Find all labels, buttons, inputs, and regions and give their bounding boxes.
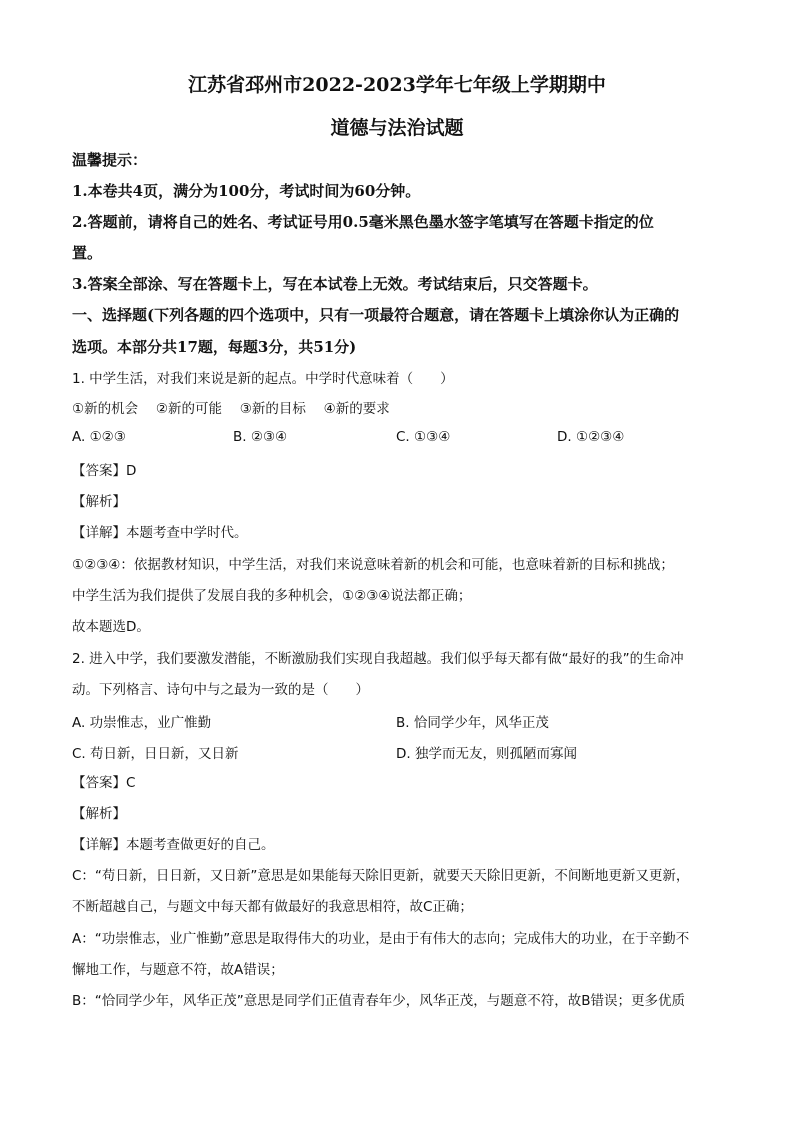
section-instruction: 一、选择题(下列各题的四个选项中，只有一项最符合题意，请在答题卡上填涂你认为正确的 (72, 306, 680, 324)
q1-option-a: A. ①②③ (72, 429, 126, 445)
exam-title: 江苏省邳州市2022-2023学年七年级上学期期中 (188, 74, 606, 96)
q2-explanation-3: A：“功崇惟志，业广惟勤”意思是取得伟大的功业，是由于有伟大的志向；完成伟大的功业，在于辛勤不 (72, 931, 690, 947)
q2-explanation-1: C：“苟日新，日日新，又日新”意思是如果能每天除旧更新，就要天天除旧更新，不间断地更新又更新， (72, 868, 690, 884)
q2-explanation-4: 懈地工作，与题意不符，故A错误； (72, 962, 284, 978)
q1-answer: 【答案】D (72, 463, 137, 479)
q1-explanation-3: 故本题选D。 (72, 619, 150, 635)
q1-analysis-label: 【解析】 (72, 494, 126, 510)
q2-option-b: B. 恰同学少年，风华正茂 (396, 715, 549, 731)
q1-explanation-2: 中学生活为我们提供了发展自我的多种机会，①②③④说法都正确； (72, 588, 472, 604)
q1-explanation-1: ①②③④：依据教材知识，中学生活，对我们来说意味着新的机会和可能，也意味着新的目标和挑战； (72, 557, 674, 573)
exam-subtitle: 道德与法治试题 (330, 117, 464, 139)
q1-option-d: D. ①②③④ (557, 429, 625, 445)
notice-item-2-cont: 置。 (72, 244, 103, 262)
q2-analysis-label: 【解析】 (72, 806, 126, 822)
q1-stem: 1. 中学生活，对我们来说是新的起点。中学时代意味着（ ） (72, 371, 454, 387)
q2-stem: 2. 进入中学，我们要激发潜能，不断激励我们实现自我超越。我们似乎每天都有做“最好的我”的生命冲 (72, 651, 684, 667)
q2-stem-cont: 动。下列格言、诗句中与之最为一致的是（ ） (72, 682, 369, 698)
section-instruction-cont: 选项。本部分共17题，每题3分，共51分) (72, 338, 357, 356)
notice-item-2: 2.答题前，请将自己的姓名、考试证号用0.5毫米黑色墨水签字笔填写在答题卡指定的位 (72, 213, 654, 231)
notice-item-3: 3.答案全部涂、写在答题卡上，写在本试卷上无效。考试结束后，只交答题卡。 (72, 275, 598, 293)
q1-option-b: B. ②③④ (233, 429, 288, 445)
q2-detail: 【详解】本题考查做更好的自己。 (72, 837, 275, 853)
q1-detail: 【详解】本题考查中学时代。 (72, 525, 248, 541)
q2-option-c: C. 苟日新，日日新，又日新 (72, 746, 239, 762)
q2-option-d: D. 独学而无友，则孤陋而寡闻 (396, 746, 577, 762)
notice-item-1: 1.本卷共4页，满分为100分，考试时间为60分钟。 (72, 182, 421, 200)
q2-option-a: A. 功崇惟志，业广惟勤 (72, 715, 212, 731)
notice-heading: 温馨提示： (72, 151, 148, 169)
q1-option-c: C. ①③④ (396, 429, 451, 445)
q2-explanation-2: 不断超越自己，与题文中每天都有做最好的我意思相符，故C正确； (72, 899, 473, 915)
q2-answer: 【答案】C (72, 775, 136, 791)
q2-explanation-5: B：“恰同学少年，风华正茂”意思是同学们正值青春年少，风华正茂，与题意不符，故B错误；更多优质 (72, 993, 686, 1009)
q1-items: ①新的机会 ②新的可能 ③新的目标 ④新的要求 (72, 401, 390, 417)
